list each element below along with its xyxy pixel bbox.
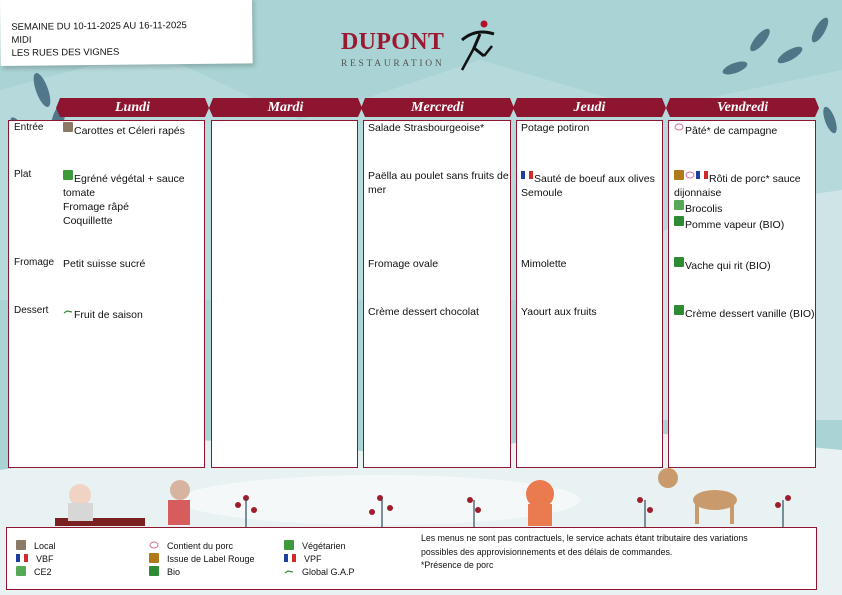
bio-icon	[149, 566, 159, 576]
row-label-entree: Entrée	[14, 122, 44, 133]
dish-label: Salade Strasbourgeoise*	[368, 122, 485, 134]
label-rouge-icon	[674, 170, 684, 180]
dish-label: Coquillette	[63, 215, 113, 227]
mercredi-plat	[368, 169, 509, 197]
row-label-plat: Plat	[14, 169, 32, 180]
dish-label: Fromage ovale	[368, 258, 439, 270]
pork-icon	[149, 540, 159, 550]
legend-box	[6, 527, 817, 590]
bio-icon	[674, 216, 684, 226]
dish-label: Crème dessert vanille (BIO)	[685, 308, 815, 320]
vegetarian-icon	[63, 170, 73, 180]
disclaimer-line: possibles des approvisionnements et des délais de commandes.	[421, 546, 673, 557]
legend-vbf	[16, 553, 54, 564]
legend-bio	[149, 566, 180, 577]
row-label-dessert: Dessert	[14, 305, 49, 316]
dish-label: tomate	[63, 187, 96, 199]
ce2-icon	[674, 200, 684, 210]
lundi-dessert	[63, 306, 143, 322]
dish-label: Brocolis	[685, 203, 723, 215]
global-gap-icon	[63, 306, 73, 316]
pork-presence-note: *Présence de porc	[421, 560, 494, 570]
day-header-jeudi: Jeudi	[517, 98, 662, 117]
dish-label: Mimolette	[521, 258, 567, 270]
dish-label: Paëlla au poulet sans fruits de	[368, 170, 509, 182]
dish-label: Potage potiron	[521, 122, 590, 134]
mercredi-dessert	[368, 305, 479, 319]
global-gap-icon	[284, 566, 294, 576]
vbf-flag-icon	[521, 170, 533, 180]
legend-label: Local	[34, 541, 56, 551]
ce2-icon	[16, 566, 26, 576]
legend-label: Bio	[167, 567, 181, 577]
jeudi-entree	[521, 121, 589, 135]
dish-label: Semoule	[521, 187, 563, 199]
logo-subtitle: RESTAURATION	[341, 59, 445, 69]
pork-icon	[674, 122, 684, 132]
legend-vpf	[284, 553, 322, 564]
vendredi-dessert	[674, 305, 815, 321]
legend-porc	[149, 540, 233, 551]
legend-label: Global G.A.P	[302, 567, 355, 577]
day-header-mercredi: Mercredi	[365, 98, 510, 117]
legend-local	[16, 540, 56, 551]
site-name: LES RUES DES VIGNES	[11, 46, 120, 59]
row-label-fromage: Fromage	[14, 257, 55, 268]
week-info-card	[0, 0, 253, 66]
dish-label: Yaourt aux fruits	[521, 306, 597, 318]
legend-ce2	[16, 566, 52, 577]
local-icon	[63, 122, 73, 132]
dish-label: Vache qui rit (BIO)	[685, 260, 771, 272]
lundi-entree	[63, 122, 185, 138]
dish-label: Fromage râpé	[63, 201, 129, 213]
legend-label: Contient du porc	[167, 541, 234, 551]
bio-icon	[674, 257, 684, 267]
pork-icon	[685, 170, 695, 180]
dish-label: Petit suisse sucré	[63, 258, 146, 270]
legend-label: Issue de Label Rouge	[167, 554, 255, 564]
local-icon	[16, 540, 26, 550]
legend-label: Végétarien	[302, 541, 346, 551]
runner-icon	[454, 18, 500, 74]
dish-label: dijonnaise	[674, 187, 722, 199]
logo-brand: DUPONT	[341, 29, 445, 55]
dish-label: Pomme vapeur (BIO)	[685, 219, 785, 231]
vbf-flag-icon	[16, 553, 28, 563]
dish-label: Sauté de boeuf aux olives	[534, 173, 655, 185]
disclaimer-line: Les menus ne sont pas contractuels, le service achats étant tributaire des variations	[421, 533, 748, 543]
legend-label: CE2	[34, 567, 52, 577]
dupont-logo	[338, 18, 503, 76]
dish-label: Pâté* de campagne	[685, 125, 778, 137]
dish-label: mer	[368, 184, 387, 196]
jeudi-plat	[521, 170, 655, 200]
lundi-fromage	[63, 257, 145, 271]
day-header-vendredi: Vendredi	[670, 98, 815, 117]
vpf-flag-icon	[696, 170, 708, 180]
mercredi-fromage	[368, 257, 438, 271]
legend-vegetarien	[284, 540, 346, 551]
vegetarian-icon	[284, 540, 294, 550]
vendredi-entree	[674, 122, 777, 138]
column-mardi	[211, 120, 358, 468]
legend-label: VBF	[36, 554, 54, 564]
day-header-lundi: Lundi	[60, 98, 205, 117]
vpf-flag-icon	[284, 553, 296, 563]
dish-label: Fruit de saison	[74, 309, 143, 321]
week-range: SEMAINE DU 10-11-2025 AU 16-11-2025	[11, 20, 187, 33]
vendredi-fromage	[674, 257, 771, 273]
dish-label: Rôti de porc* sauce	[709, 173, 801, 185]
lundi-plat	[63, 170, 185, 228]
dish-label: Carottes et Céleri rapés	[74, 125, 185, 137]
legend-label: VPF	[304, 554, 322, 564]
vendredi-plat	[674, 170, 801, 232]
jeudi-dessert	[521, 305, 597, 319]
label-rouge-icon	[149, 553, 159, 563]
dish-label: Crème dessert chocolat	[368, 306, 479, 318]
mercredi-entree	[368, 121, 484, 135]
legend-gap	[284, 566, 355, 577]
meal-time: MIDI	[11, 34, 32, 46]
legend-label-rouge	[149, 553, 255, 564]
bio-icon	[674, 305, 684, 315]
day-header-mardi: Mardi	[213, 98, 358, 117]
disclaimer-note	[421, 532, 811, 573]
dish-label: Egréné végétal + sauce	[74, 173, 185, 185]
jeudi-fromage	[521, 257, 567, 271]
